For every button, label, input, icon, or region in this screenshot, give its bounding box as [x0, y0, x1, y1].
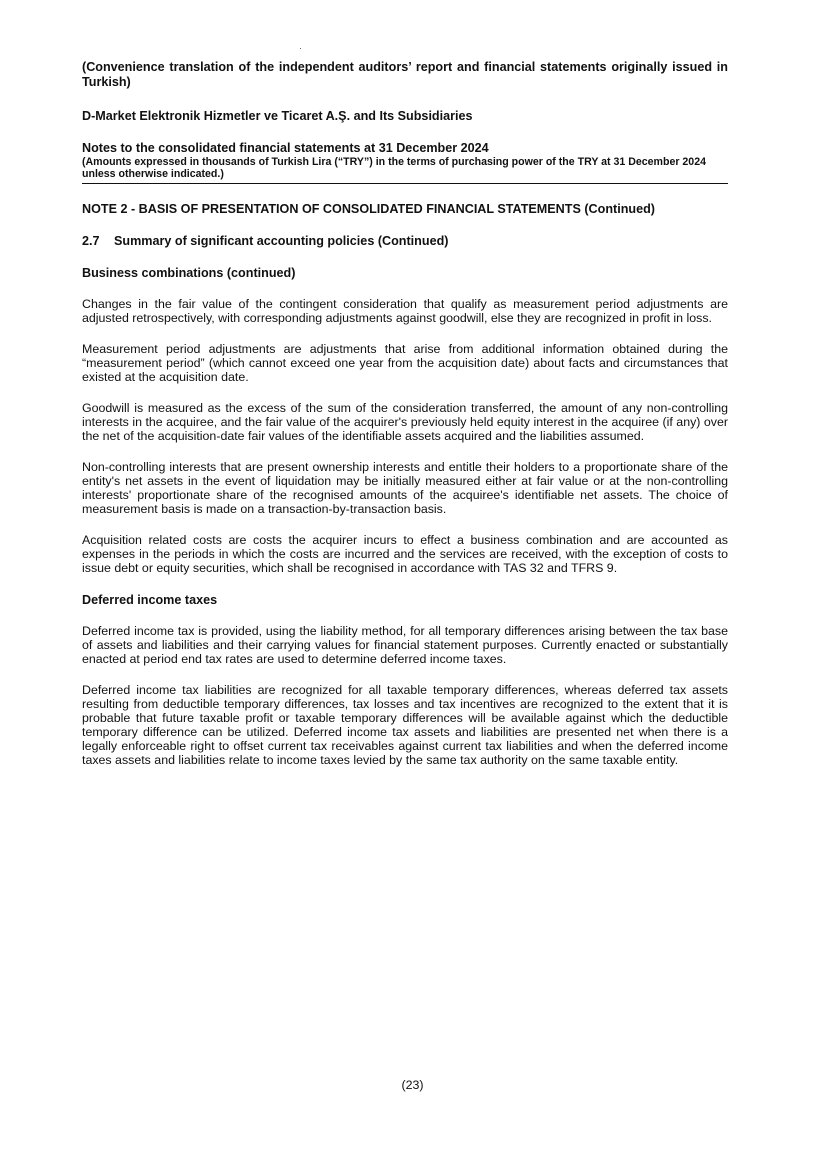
notes-title: Notes to the consolidated financial statements at 31 December 2024 — [82, 141, 489, 155]
section-title: Summary of significant accounting policies (Continued) — [114, 234, 449, 248]
note-heading: NOTE 2 - BASIS OF PRESENTATION OF CONSOLIDATED FINANCIAL STATEMENTS (Continued) — [82, 202, 656, 216]
company-name: D-Market Elektronik Hizmetler ve Ticaret A.Ş. and Its Subsidiaries — [82, 109, 473, 123]
paragraph: Changes in the fair value of the contingent consideration that qualify as measurement period adjustments are adjusted retrospectively, with corresponding adjustments against goodwill, else they are recognized in profit in loss. — [82, 297, 728, 325]
page-content — [82, 60, 728, 767]
amounts-note: (Amounts expressed in thousands of Turkish Lira (“TRY”) in the terms of purchasing power of the TRY at 31 December 2024 unless otherwise indicated.) — [82, 156, 706, 180]
paragraph: Measurement period adjustments are adjustments that arise from additional information obtained during the “measurement period” (which cannot exceed one year from the acquisition date) about facts and circumstances that existed at the acquisition date. — [82, 342, 728, 384]
header-divider — [82, 183, 728, 184]
paragraph: Acquisition related costs are costs the acquirer incurs to effect a business combination and are accounted as expenses in the periods in which the costs are incurred and the services are received, with the exception of costs to issue debt or equity securities, which shall be recognised in accordance with TAS 32 and TFRS 9. — [82, 533, 728, 575]
deferred-income-taxes-heading: Deferred income taxes — [82, 593, 218, 607]
business-combinations-heading: Business combinations (continued) — [82, 266, 296, 280]
paragraph: Deferred income tax is provided, using the liability method, for all temporary differences arising between the tax base of assets and liabilities and their carrying values for financial statement purposes. Currently enacted or substantially enacted at period end tax rates are used to determine deferred income taxes. — [82, 624, 728, 666]
page-number: (23) — [401, 1078, 424, 1092]
paragraph: Non-controlling interests that are present ownership interests and entitle their holders to a proportionate share of the entity's net assets in the event of liquidation may be initially measured either at fair value or at the non-controlling interests' proportionate share of the recognised amounts of the acquiree's identifiable net assets. The choice of measurement basis is made on a transaction-by-transaction basis. — [82, 460, 728, 516]
paragraph: Goodwill is measured as the excess of the sum of the consideration transferred, the amount of any non-controlling interests in the acquiree, and the fair value of the acquirer's previously held equity interest in the acquiree (if any) over the net of the acquisition-date fair values of the identifiable assets acquired and the liabilities assumed. — [82, 401, 728, 443]
stray-dot — [300, 48, 301, 49]
section-heading — [82, 234, 728, 249]
section-number: 2.7 — [82, 234, 100, 248]
convenience-translation-note: (Convenience translation of the independent auditors’ report and financial statements originally issued in Turkish) — [82, 60, 728, 89]
paragraph: Deferred income tax liabilities are recognized for all taxable temporary differences, whereas deferred tax assets resulting from deductible temporary differences, tax losses and tax incentives are recognized to the extent that it is probable that future taxable profit or taxable temporary differences will be available against which the deductible temporary difference can be utilized. Deferred income tax assets and liabilities are presented net when there is a legally enforceable right to offset current tax receivables against current tax liabilities and when the deferred income taxes assets and liabilities relate to income taxes levied by the same tax authority on the same taxable entity. — [82, 683, 728, 767]
